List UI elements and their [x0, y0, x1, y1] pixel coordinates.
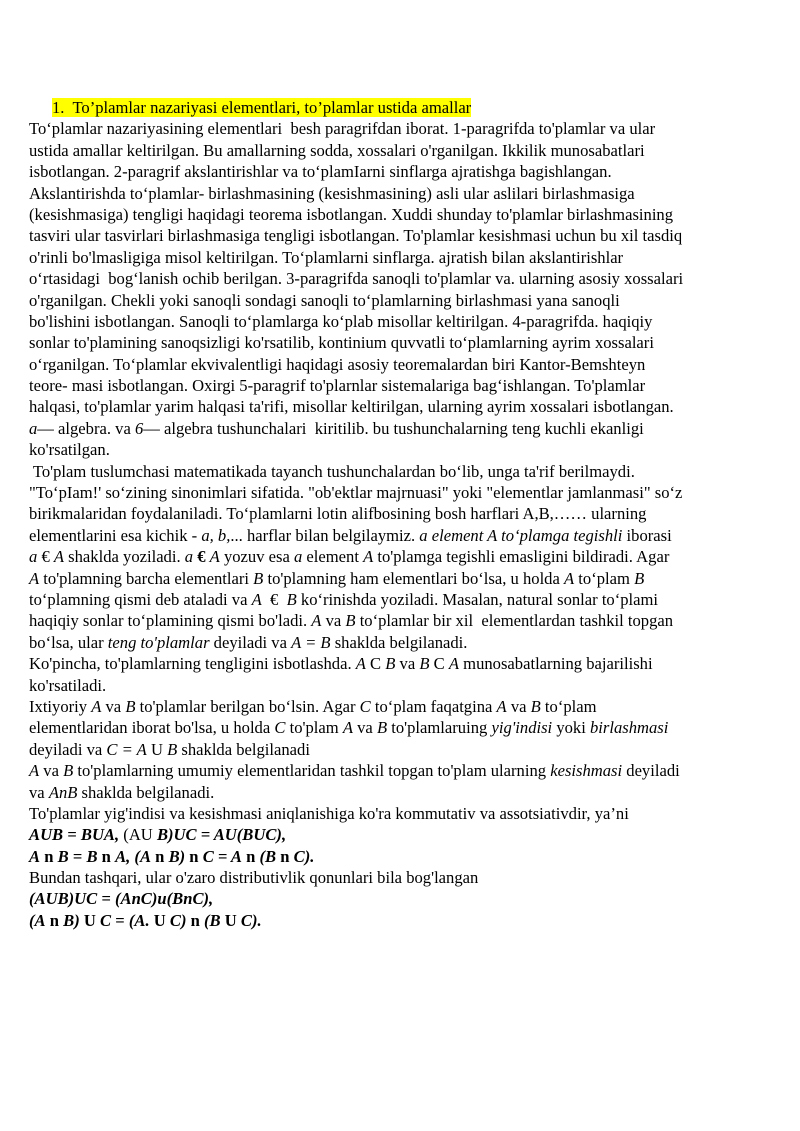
text-line — [29, 782, 775, 803]
text-run: n — [276, 846, 294, 866]
text-run: A — [209, 547, 220, 567]
text-run: B — [125, 696, 136, 716]
text-line — [29, 183, 775, 204]
text-run: yig'indisi — [491, 718, 553, 738]
text-run: bo'lishini isbotlangan. Sanoqli to‘plamlarga ko‘plab misollar keltirilgan. 4-paragrifda. haqiqiy — [29, 311, 653, 331]
text-run: Akslantirishda to‘plamlar- birlashmasining (kesishmasining) asli ular aslilari birlashmasiga — [29, 183, 635, 203]
text-run: o'rganilgan. Chekli yoki sanoqli sondagi sanoqli to‘plamlarning birlashmasi yana sanoqli — [29, 290, 620, 310]
text-run: A — [496, 696, 507, 716]
text-run: n — [185, 846, 203, 866]
text-run: n — [241, 846, 260, 866]
text-run: elementlarini esa kichik - — [29, 525, 202, 545]
text-run: C). — [240, 910, 262, 930]
text-run: a — [184, 547, 194, 567]
text-run: A = B — [291, 632, 331, 652]
text-run: ustida amallar keltirilgan. Bu amallarning sodda, xossalari o'rganilgan. Ikkilik munosabatlari — [29, 140, 645, 160]
text-line — [29, 418, 775, 439]
text-run: o‘rganilgan. To‘plamlar ekvivalentligi haqidagi asosiy teoremalardan biri Kantor-Bemshteyn — [29, 354, 646, 374]
text-run: to‘plam faqatgina — [370, 696, 497, 716]
text-run: n — [97, 846, 116, 866]
text-line — [29, 653, 775, 674]
text-line — [29, 225, 775, 246]
text-run: — algebra tushunchalari kiritilib. bu tushunchalarning teng kuchli ekanligi — [143, 418, 644, 438]
text-run: (kesishmasiga) tengligi haqidagi teorema isbotlangan. Xuddi shunday to'plamlar birlashmasining — [29, 204, 674, 224]
text-run: C — [274, 718, 286, 738]
text-run: 6 — [134, 418, 144, 438]
text-run: a, b, — [201, 525, 231, 545]
text-run: To‘plamlar nazariyasining elementlari besh paragrifdan iborat. 1-paragrifda to'plamlar va ular — [29, 119, 656, 139]
document-body — [29, 97, 775, 931]
text-line — [29, 739, 775, 760]
text-line — [29, 396, 775, 417]
text-run: B — [634, 568, 645, 588]
text-run: va — [101, 696, 126, 716]
text-run: munosabatlarning bajarilishi — [459, 654, 653, 674]
text-line — [29, 803, 775, 824]
text-run: to‘plam — [540, 696, 597, 716]
text-run: U — [146, 739, 168, 759]
text-run: Ko'pincha, to'plamlarning tengligini isbotlashda. — [29, 654, 356, 674]
text-run: A, (A — [115, 846, 152, 866]
text-run: B — [530, 696, 541, 716]
text-line — [29, 140, 775, 161]
text-run: halqasi, to'plamlar yarim halqasi ta'rifi, misollar keltirilgan, ularning ayrim xossalari isbotlangan. — [29, 397, 674, 417]
text-run: shaklda belgilanadi. — [77, 782, 215, 802]
text-run: C) — [169, 910, 187, 930]
text-run: a element A to‘plamga tegishli — [419, 525, 623, 545]
text-run: teng to'plamlar — [107, 632, 210, 652]
text-run: C). — [293, 846, 315, 866]
text-run: "To‘pIam!' so‘zining sinonimlari sifatida. "ob'ektlar majrnuasi" yoki "elementlar jamlanmasi" so‘z — [29, 483, 683, 503]
text-run: A — [355, 654, 366, 674]
text-run: ... harflar bilan belgilaymiz. — [230, 525, 420, 545]
text-run: B) — [168, 846, 186, 866]
text-run: A — [564, 568, 575, 588]
text-run: a — [29, 547, 38, 567]
text-run: to'plamga tegishli emasligini bildiradi. Agar — [373, 547, 670, 567]
text-line — [29, 461, 775, 482]
text-run: B — [86, 846, 98, 866]
text-run: A — [29, 761, 40, 781]
text-line — [29, 717, 775, 738]
text-run: o‘rtasidagi bog‘lanish ochib berilgan. 3-paragrifda sanoqli to'plamlar va. ularning asosiy xossalari — [29, 269, 684, 289]
paragraph-lines — [29, 118, 775, 931]
text-run: shaklda belgilanadi — [177, 739, 310, 759]
text-run: haqiqiy sonlar to‘plamining qismi bo'ladi. — [29, 611, 312, 631]
text-run: deyiladi va — [29, 739, 107, 759]
text-run: B — [63, 761, 74, 781]
text-line — [29, 568, 775, 589]
text-run: B — [167, 739, 178, 759]
text-run: yoki — [552, 718, 590, 738]
text-line — [29, 204, 775, 225]
text-run: to'plamlar berilgan bo‘lsin. Agar — [135, 696, 360, 716]
text-run: va — [352, 718, 377, 738]
text-run: iborasi — [622, 525, 672, 545]
text-run: to'plam — [285, 718, 343, 738]
text-line — [29, 589, 775, 610]
text-run: to'plamlaruing — [387, 718, 492, 738]
text-run: birikmalaridan foydalaniladi. To‘plamlarni lotin alifbosining bosh harflari A,B,…… ularning — [29, 504, 647, 524]
text-run: = — [68, 846, 87, 866]
text-run: va — [39, 761, 64, 781]
text-line — [29, 118, 775, 139]
text-line — [29, 311, 775, 332]
text-line — [29, 503, 775, 524]
text-run: shaklda yoziladi. — [64, 547, 185, 567]
text-run: teore- masi isbotlangan. Oxirgi 5-paragrif to'plarnlar sistemalariga bag‘ishlangan. To'plamlar — [29, 376, 646, 396]
text-line — [29, 867, 775, 888]
text-line — [29, 696, 775, 717]
text-run: (AU — [119, 825, 157, 845]
heading-title: To’plamlar nazariyasi elementlari, to’plamlar ustida amallar — [72, 98, 472, 117]
text-run: shaklda belgilanadi. — [330, 632, 468, 652]
section-heading — [29, 97, 775, 118]
text-run: C — [359, 696, 371, 716]
text-run: kesishmasi — [550, 761, 623, 781]
text-run: Bundan tashqari, ular o'zaro distributivlik qonunlari bila bog'langan — [29, 868, 479, 888]
text-run: = — [111, 910, 129, 930]
text-line — [29, 760, 775, 781]
text-run: B — [376, 718, 388, 738]
text-line — [29, 247, 775, 268]
text-run: A — [53, 547, 65, 567]
text-run: B — [385, 654, 396, 674]
text-run: a — [293, 547, 303, 567]
text-run: tasviri ular tasvirlari birlashmasiga tengligi isbotlangan. To'plamlar kesishmasi uchun bu xil tasdiq — [29, 226, 683, 246]
text-run: deyiladi — [622, 761, 680, 781]
text-run: U — [149, 910, 170, 930]
text-run: bo‘lsa, ular — [29, 632, 108, 652]
text-run: n — [186, 910, 204, 930]
text-line — [29, 375, 775, 396]
text-run: B)UC = AU(BUC), — [156, 825, 287, 845]
text-line — [29, 525, 775, 546]
text-run: o'rinli bo'lmasligiga misol keltirilgan. To‘plamlarni sinflarga. ajratish bilan akslantirishlar — [29, 247, 624, 267]
text-run: C — [100, 910, 112, 930]
text-line — [29, 354, 775, 375]
text-line — [29, 675, 775, 696]
text-line — [29, 546, 775, 567]
text-line — [29, 161, 775, 182]
text-run: AUB = BUA, — [29, 825, 120, 845]
text-run: B — [286, 589, 297, 609]
text-run: isbotlangan. 2-paragrif akslantirishlar va to‘plamIarni sinflarga ajratishga bagishlangan. — [29, 162, 612, 182]
text-run: — algebra. va — [37, 418, 135, 438]
text-line — [29, 846, 775, 867]
text-run: to‘plamning qismi deb ataladi va — [29, 589, 252, 609]
text-run: elementlaridan iborat bo'lsa, u holda — [29, 718, 275, 738]
text-line — [29, 268, 775, 289]
text-run: sonlar to'plamining sanoqsizligi ko'rsatilib, kontinium quvvatli to‘plamlarning ayrim xossalari — [29, 333, 654, 353]
text-line — [29, 888, 775, 909]
text-run: B — [419, 654, 430, 674]
text-run: to‘plam — [574, 568, 635, 588]
text-run: yozuv esa — [219, 547, 294, 567]
text-run: deyiladi va — [209, 632, 292, 652]
text-run: U — [79, 910, 100, 930]
text-run: C — [365, 654, 386, 674]
text-run: (B — [204, 910, 221, 930]
text-run: (AUB)UC = (AnC)u(BnC), — [29, 889, 214, 909]
text-run: va — [506, 696, 531, 716]
text-run: To'plam tuslumchasi matematikada tayanch tushunchalardan bo‘lib, unga ta'rif berilmaydi. — [29, 461, 635, 481]
text-run: AnB — [48, 782, 78, 802]
text-run: (A. — [128, 910, 150, 930]
text-run: € — [261, 589, 287, 609]
text-run: To'plamlar yig'indisi va kesishmasi aniqlanishiga ko'ra kommutativ va assotsiativdir, ya’ni — [29, 803, 629, 823]
text-run: n — [40, 846, 58, 866]
text-run: € — [193, 547, 210, 567]
text-run: U — [220, 910, 241, 930]
text-run: ko'rsatiladi. — [29, 675, 107, 695]
text-run: C = A — [106, 739, 147, 759]
text-line — [29, 290, 775, 311]
heading-highlight — [52, 98, 471, 117]
text-run: (B — [259, 846, 277, 866]
text-run: n — [151, 846, 169, 866]
text-run: va — [321, 611, 346, 631]
text-run: to‘plamlar bir xil elementlardan tashkil topgan — [355, 611, 674, 631]
text-line — [29, 824, 775, 845]
text-run: A — [91, 696, 102, 716]
text-run: element — [302, 547, 364, 567]
text-run: B — [57, 846, 69, 866]
text-run: A — [251, 589, 262, 609]
text-run: B — [345, 611, 356, 631]
text-line — [29, 632, 775, 653]
text-run: ko'rsatilgan. — [29, 440, 110, 460]
text-run: n — [45, 910, 64, 930]
text-run: (A — [29, 910, 46, 930]
text-run: C — [429, 654, 449, 674]
text-run: A — [29, 568, 40, 588]
heading-number: 1. — [52, 98, 65, 117]
text-run: va — [395, 654, 420, 674]
text-run: A — [363, 547, 374, 567]
text-run: A — [311, 611, 322, 631]
text-run: to'plamning barcha elementlari — [39, 568, 254, 588]
text-run: B) — [63, 910, 80, 930]
text-line — [29, 439, 775, 460]
text-run: A — [29, 846, 41, 866]
text-run: birlashmasi — [590, 718, 669, 738]
text-run: to'plamlarning umumiy elementlaridan tashkil topgan to'plam ularning — [73, 761, 551, 781]
text-run: to'plamning ham elementlari bo‘lsa, u holda — [263, 568, 564, 588]
text-run: ko‘rinishda yoziladi. Masalan, natural sonlar to‘plami — [296, 589, 659, 609]
text-run: a — [29, 418, 38, 438]
text-run: Ixtiyoriy — [29, 696, 92, 716]
text-run: C = A — [202, 846, 242, 866]
text-run: B — [253, 568, 264, 588]
text-run: A — [342, 718, 353, 738]
text-line — [29, 482, 775, 503]
text-run: va — [29, 782, 49, 802]
text-line — [29, 910, 775, 931]
text-run: A — [448, 654, 460, 674]
text-run: € — [37, 547, 54, 567]
text-line — [29, 332, 775, 353]
text-line — [29, 610, 775, 631]
